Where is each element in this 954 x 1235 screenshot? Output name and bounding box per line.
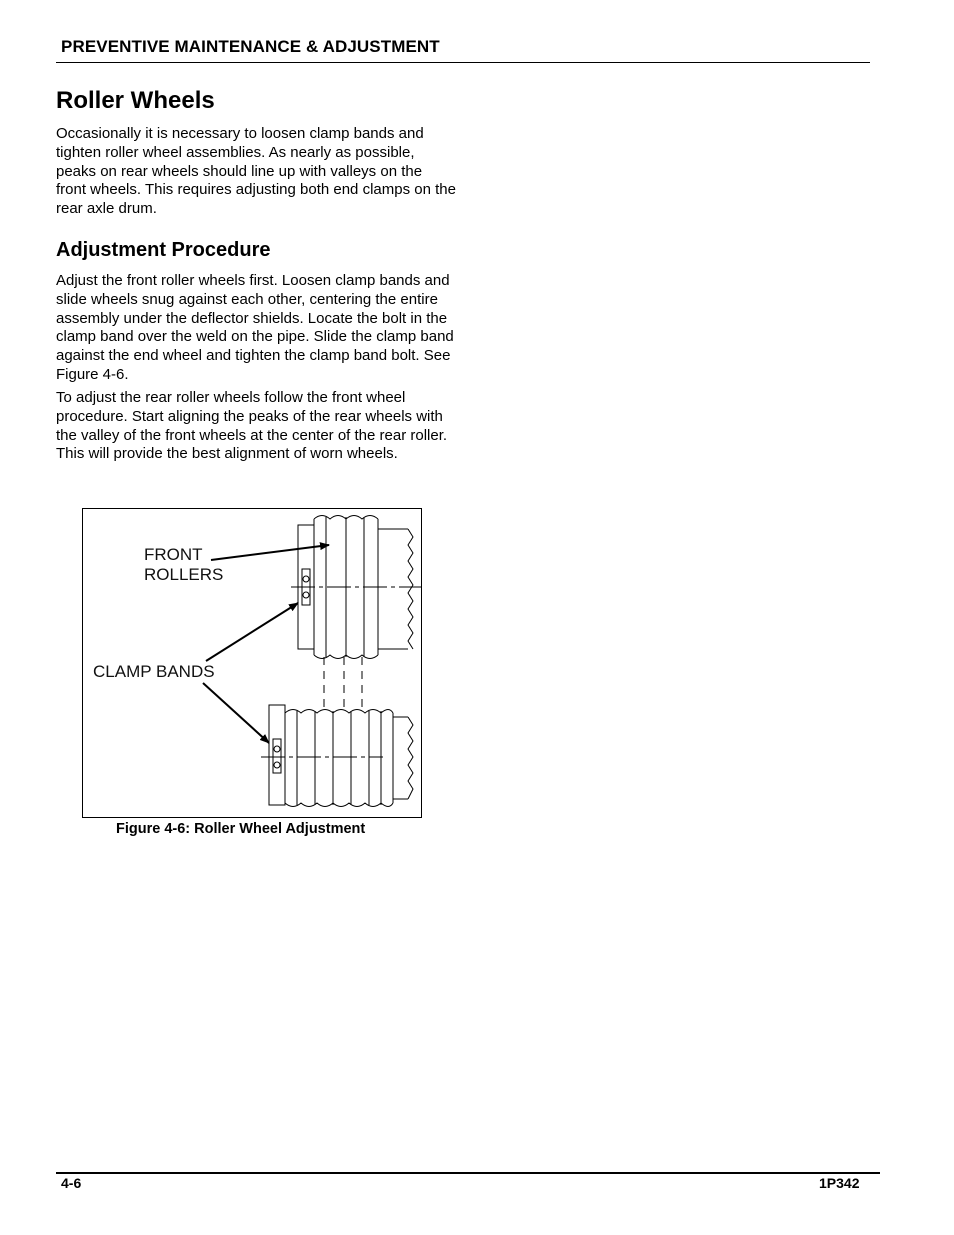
procedure-paragraph-1: Adjust the front roller wheels first. Loosen clamp bands and slide wheels snug against each other, centering the entire assembly under the deflector shields. Locate the bolt in the clamp band over the weld on the pipe. Slide the clamp band against the end wheel and tighten the clamp band bolt. See Figure 4-6.: [56, 272, 454, 383]
subsection-title: Adjustment Procedure: [56, 239, 271, 261]
label-front: FRONT: [144, 545, 203, 564]
rear-roller-assembly: [261, 705, 413, 807]
running-header: PREVENTIVE MAINTENANCE & ADJUSTMENT: [61, 37, 440, 56]
procedure-paragraph-2: To adjust the rear roller wheels follow the front wheel procedure. Start aligning the peaks of the rear wheels with the valley of the front wheels at the center of the rear roller. This will provide the best alignment of worn wheels.: [56, 389, 448, 463]
document-id: 1P342: [819, 1175, 860, 1191]
header-rule: [56, 62, 870, 63]
rear-clamp-band-plate: [269, 705, 285, 805]
section-title: Roller Wheels: [56, 87, 215, 114]
front-roller-assembly: [291, 516, 422, 659]
figure-caption: Figure 4-6: Roller Wheel Adjustment: [116, 821, 366, 837]
page-number: 4-6: [61, 1175, 82, 1191]
roller-wheel-figure: [82, 508, 422, 818]
front-rollers-arrow: [211, 545, 329, 560]
footer-rule: [56, 1172, 880, 1174]
label-clamp-bands: CLAMP BANDS: [93, 662, 215, 681]
intro-paragraph: Occasionally it is necessary to loosen clamp bands and tighten roller wheel assemblies. As nearly as possible, peaks on rear wheels should line up with valleys on the front wheels. This requires adjusting both end clamps on the rear axle drum.: [56, 125, 456, 218]
clamp-bands-arrow-front: [206, 603, 298, 661]
clamp-bands-arrow-rear: [203, 683, 269, 743]
label-rollers: ROLLERS: [144, 565, 224, 584]
